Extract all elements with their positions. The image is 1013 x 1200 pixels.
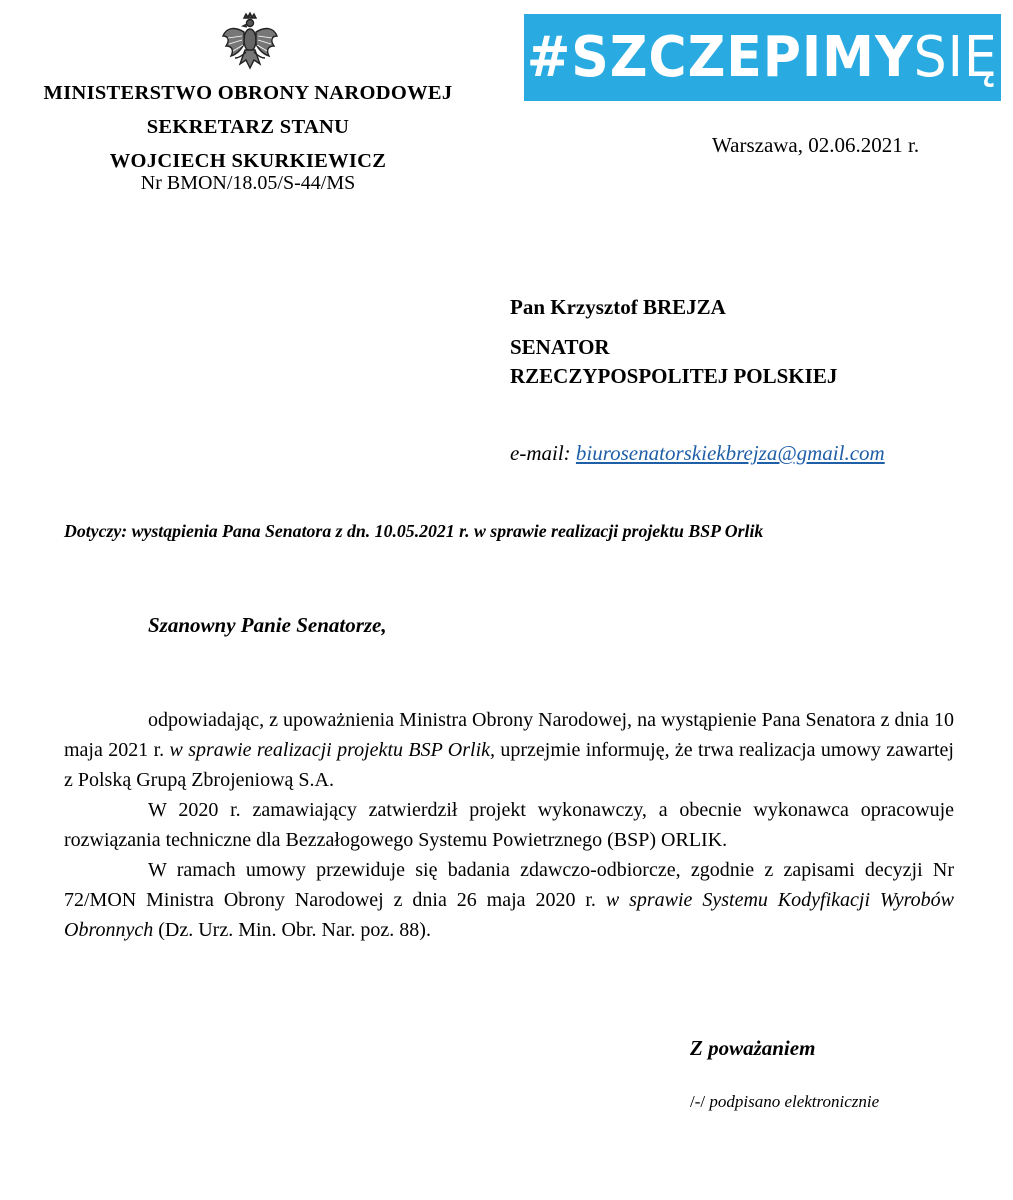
- polish-eagle-emblem-icon: [220, 12, 280, 76]
- recipient-title-line2: RZECZYPOSPOLITEJ POLSKIEJ: [510, 364, 838, 388]
- reference-number: Nr BMON/18.05/S-44/MS: [140, 172, 356, 194]
- closing: Z poważaniem: [690, 1036, 816, 1060]
- campaign-banner: [524, 14, 1001, 101]
- body-paragraph-2: W 2020 r. zamawiający zatwierdził projekt wykonawczy, a obecnie wykonawca opracowuje rozwiązania techniczne dla Bezzałogowego Systemu Powietrznego (BSP) ORLIK.: [64, 799, 954, 851]
- body-paragraph-3: [64, 855, 954, 945]
- body-p1-text-b: uprzejmie informuję, że trwa realizacja umowy zawartej z Polską Grupą Zbrojeniową S.A.: [64, 739, 954, 791]
- signature-mark: /-/: [690, 1092, 706, 1111]
- signature: [690, 1092, 879, 1112]
- ministry-name: MINISTERSTWO OBRONY NARODOWEJ: [43, 82, 453, 104]
- place-date: Warszawa, 02.06.2021 r.: [712, 133, 920, 157]
- letter-subject: Dotyczy: wystąpienia Pana Senatora z dn. 10.05.2021 r. w sprawie realizacji projektu BSP Orlik: [64, 521, 764, 541]
- position-title: SEKRETARZ STANU: [146, 116, 350, 138]
- salutation: Szanowny Panie Senatorze,: [148, 613, 387, 637]
- body-paragraph-1: [64, 705, 954, 795]
- body-p3-emphasis: w sprawie Systemu Kodyfikacji Wyrobów Obronnych: [64, 889, 954, 941]
- body-p1-text-a: odpowiadając, z upoważnienia Ministra Obrony Narodowej, na wystąpienie Pana Senatora z dnia 10 maja 2021 r.: [64, 709, 954, 761]
- recipient-title: [510, 333, 837, 391]
- official-name: WOJCIECH SKURKIEWICZ: [109, 150, 387, 172]
- banner-text-thin: SIĘ: [913, 25, 998, 90]
- recipient-name: Pan Krzysztof BREJZA: [510, 295, 726, 319]
- email-link[interactable]: biurosenatorskiekbrejza@gmail.com: [575, 441, 885, 465]
- body-p3-text-b: (Dz. Urz. Min. Obr. Nar. poz. 88).: [153, 919, 431, 941]
- recipient-email-line: [510, 441, 885, 466]
- body-p3-text-a: W ramach umowy przewiduje się badania zdawczo-odbiorcze, zgodnie z zapisami decyzji Nr 72/MON Ministra Obrony Narodowej z dnia 26 maja 2020 r.: [64, 859, 954, 911]
- letter-body: [64, 705, 954, 945]
- ministry-header: [0, 76, 496, 178]
- banner-text-bold: #SZCZEPIMY: [527, 25, 914, 90]
- body-p1-emphasis: w sprawie realizacji projektu BSP Orlik,: [169, 739, 496, 761]
- email-label: e-mail:: [510, 441, 576, 465]
- recipient-title-line1: SENATOR: [510, 335, 610, 359]
- campaign-banner-text: [527, 25, 998, 90]
- signature-note: podpisano elektronicznie: [705, 1092, 880, 1111]
